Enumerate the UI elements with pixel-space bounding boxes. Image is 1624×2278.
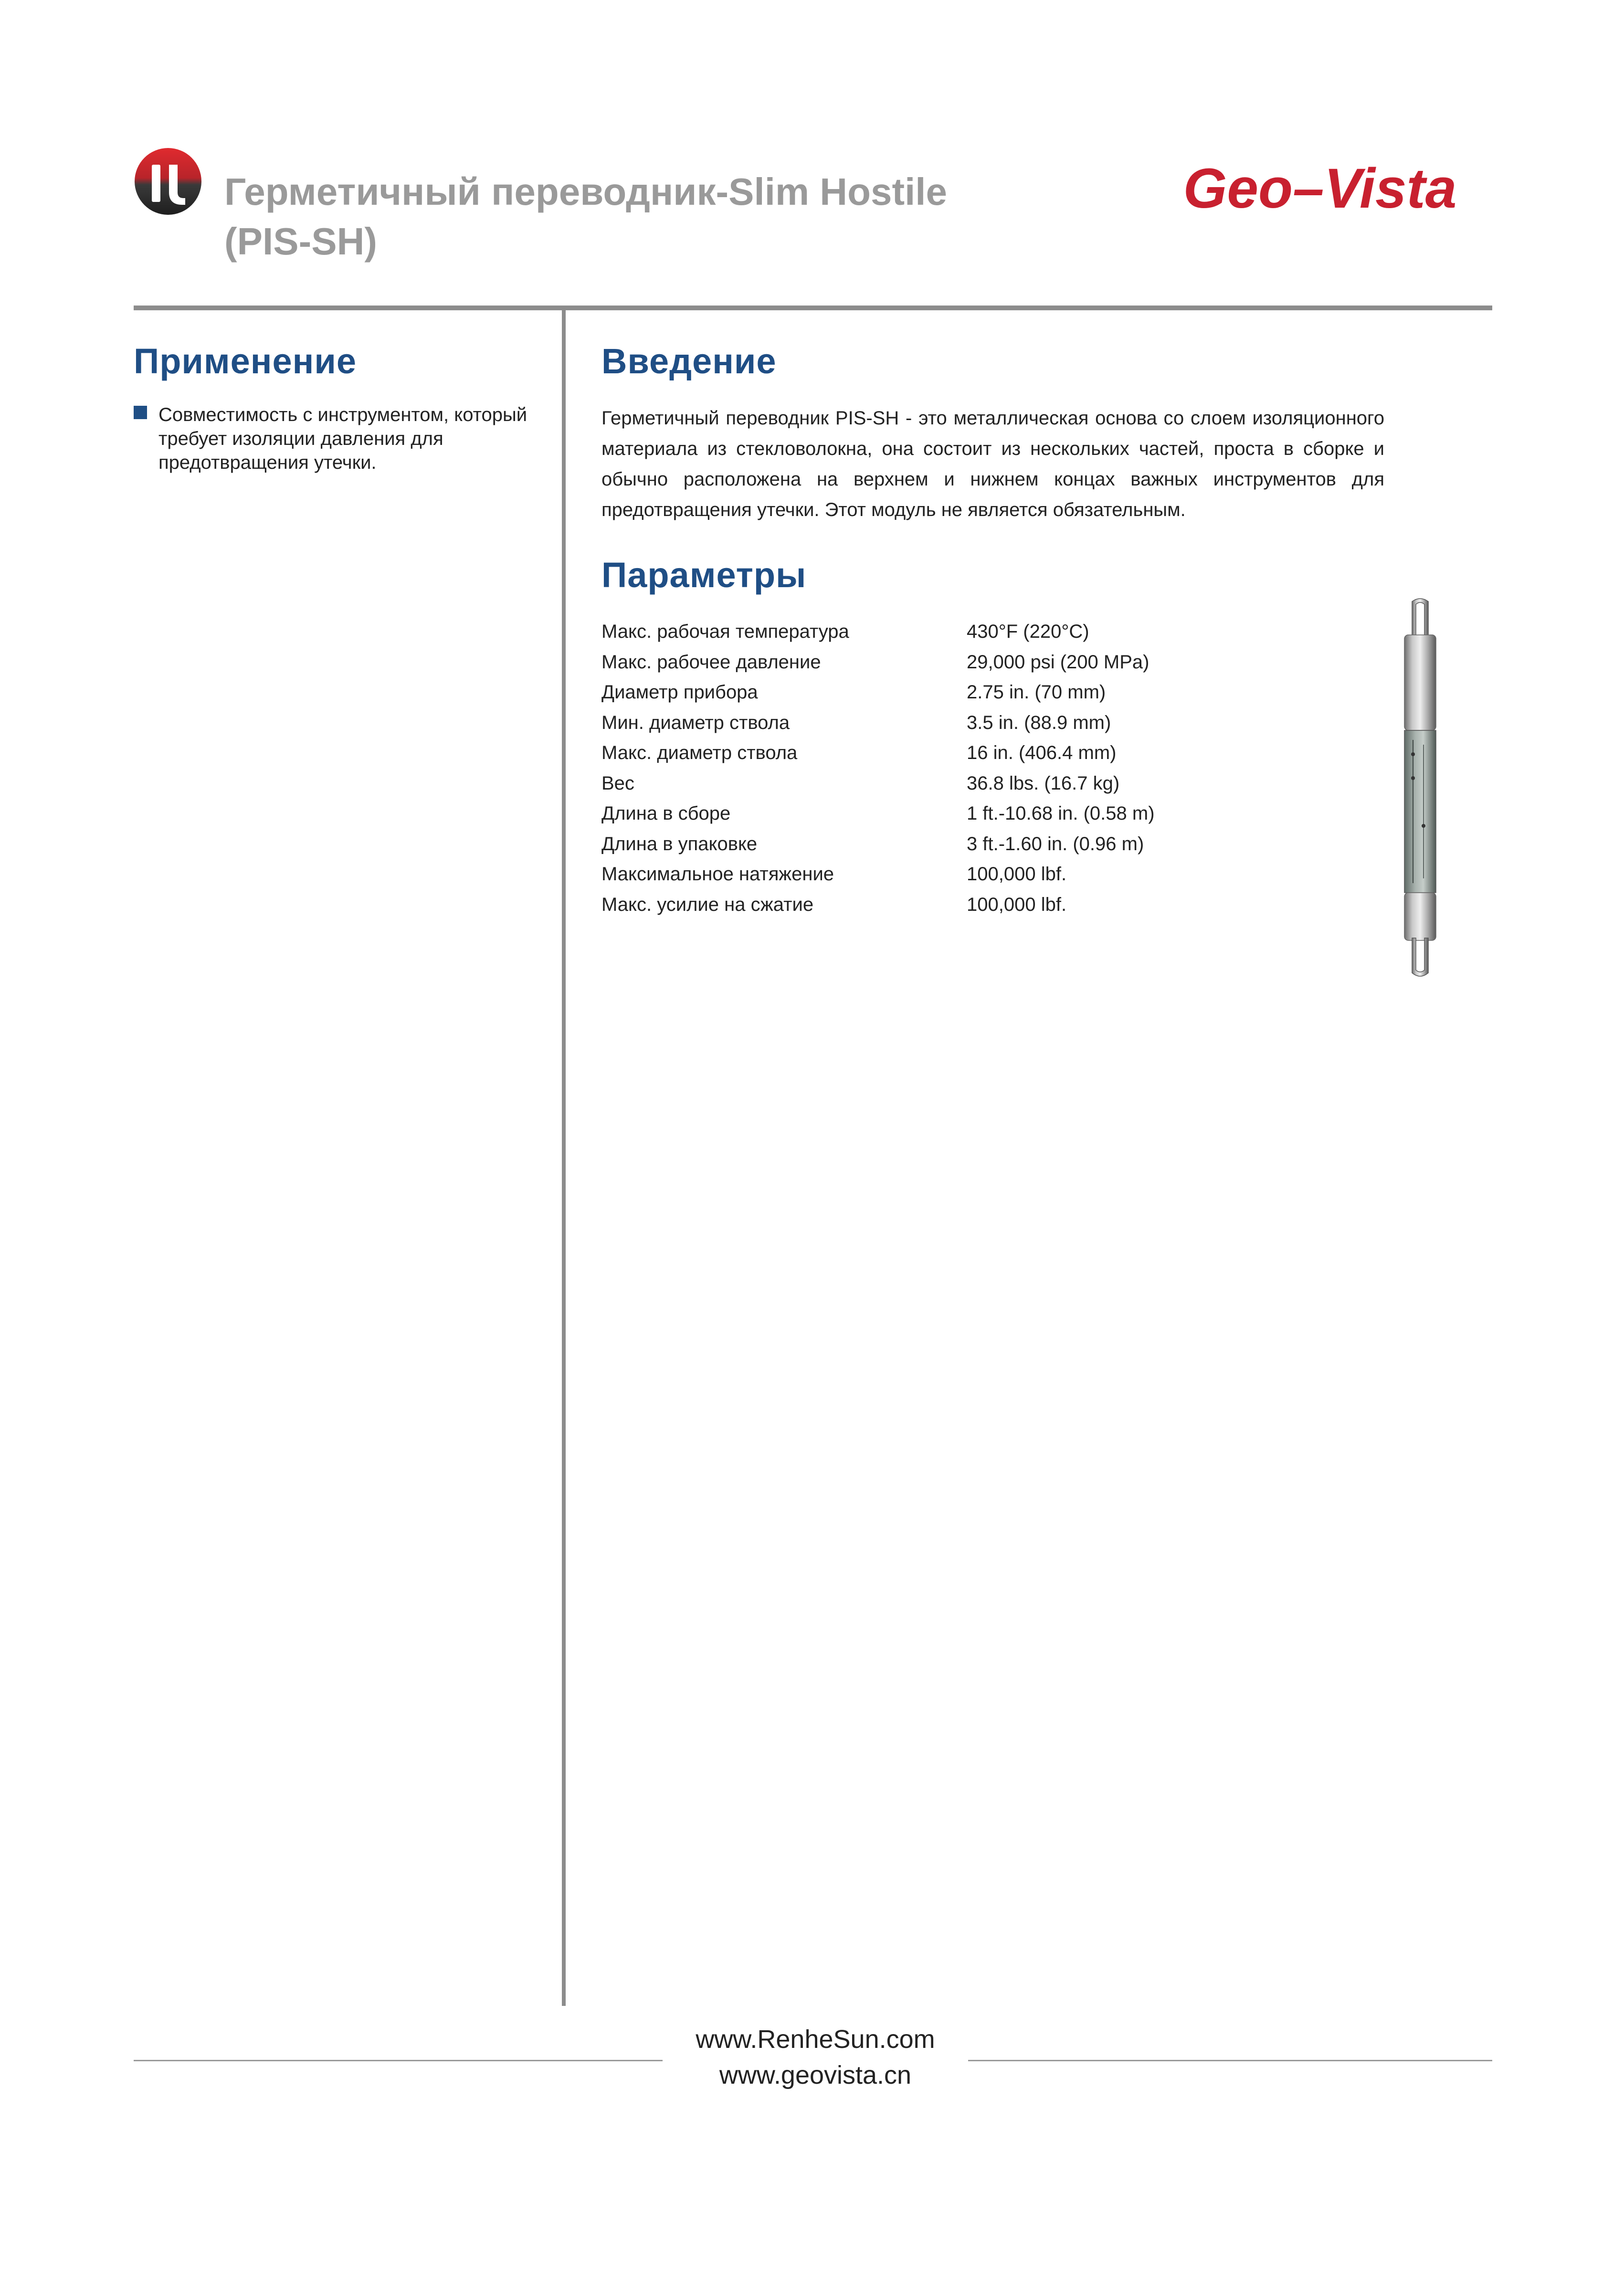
document-title: [224, 167, 1084, 266]
parameter-name: Макс. усилие на сжатие: [601, 894, 814, 915]
parameter-name: Длина в сборе: [601, 803, 731, 824]
table-row: [601, 647, 1155, 678]
company-logo-icon: [134, 146, 203, 217]
parameter-name: Мин. диаметр ствола: [601, 712, 790, 733]
footer-divider-right: [968, 2060, 1492, 2061]
applications-list: [134, 403, 544, 475]
application-text: Совместимость с инструментом, который требует изоляции давления для предотвращения утечки.: [158, 404, 527, 473]
parameter-name: Диаметр прибора: [601, 682, 758, 703]
parameter-name: Макс. диаметр ствола: [601, 742, 798, 763]
parameters-table: [601, 617, 1155, 920]
header-divider: [134, 306, 1492, 310]
parameter-value: 100,000 lbf.: [967, 894, 1067, 915]
parameter-name: Макс. рабочее давление: [601, 651, 821, 673]
table-row: [601, 829, 1155, 860]
table-row: [601, 799, 1155, 829]
table-row: [601, 738, 1155, 769]
table-row: [601, 769, 1155, 799]
table-row: [601, 617, 1155, 647]
parameter-value: 1 ft.-10.68 in. (0.58 m): [967, 803, 1155, 824]
introduction-text: Герметичный переводник PIS-SH - это металлическая основа со слоем изоляционного материала из стекловолокна, она состоит из нескольких частей, проста в сборке и обычно расположена на верхнем и нижнем концах важных инструментов для предотвращения утечки. Этот модуль не является обязательным.: [601, 408, 1384, 520]
parameter-name: Вес: [601, 772, 634, 794]
parameter-value: 3.5 in. (88.9 mm): [967, 712, 1111, 733]
table-row: [601, 890, 1155, 920]
bullet-square-icon: [134, 406, 147, 419]
title-line-2: (PIS-SH): [224, 220, 377, 263]
footer-divider-left: [134, 2060, 663, 2061]
parameter-value: 2.75 in. (70 mm): [967, 682, 1106, 703]
table-row: [601, 677, 1155, 708]
introduction-heading: Введение: [601, 341, 777, 381]
introduction-section: [601, 340, 1384, 525]
column-divider: [562, 310, 566, 2006]
parameter-name: Максимальное натяжение: [601, 864, 834, 885]
parameter-value: 100,000 lbf.: [967, 864, 1067, 885]
parameter-value: 16 in. (406.4 mm): [967, 742, 1117, 763]
parameter-value: 29,000 psi (200 MPa): [967, 651, 1149, 673]
parameter-name: Макс. рабочая температура: [601, 621, 849, 642]
title-line-1: Герметичный переводник-Slim Hostile: [224, 170, 948, 213]
table-row: [601, 708, 1155, 738]
parameter-name: Длина в упаковке: [601, 833, 758, 854]
tool-image: [1394, 597, 1446, 979]
parameter-value: 3 ft.-1.60 in. (0.96 m): [967, 833, 1144, 854]
applications-section: [134, 340, 544, 475]
table-row: [601, 859, 1155, 890]
parameters-heading: Параметры: [601, 555, 807, 595]
brand-name: Geo–Vista: [1183, 158, 1457, 220]
parameter-value: 430°F (220°C): [967, 621, 1089, 642]
parameter-value: 36.8 lbs. (16.7 kg): [967, 772, 1120, 794]
geo-vista-logo: [1146, 158, 1494, 224]
geovista-link[interactable]: www.geovista.cn: [719, 2061, 912, 2089]
parameters-section: [601, 554, 1384, 920]
list-item: [134, 403, 544, 475]
renhesun-link[interactable]: www.RenheSun.com: [696, 2025, 935, 2054]
applications-heading: Применение: [134, 341, 357, 381]
footer-links: [663, 2022, 968, 2093]
